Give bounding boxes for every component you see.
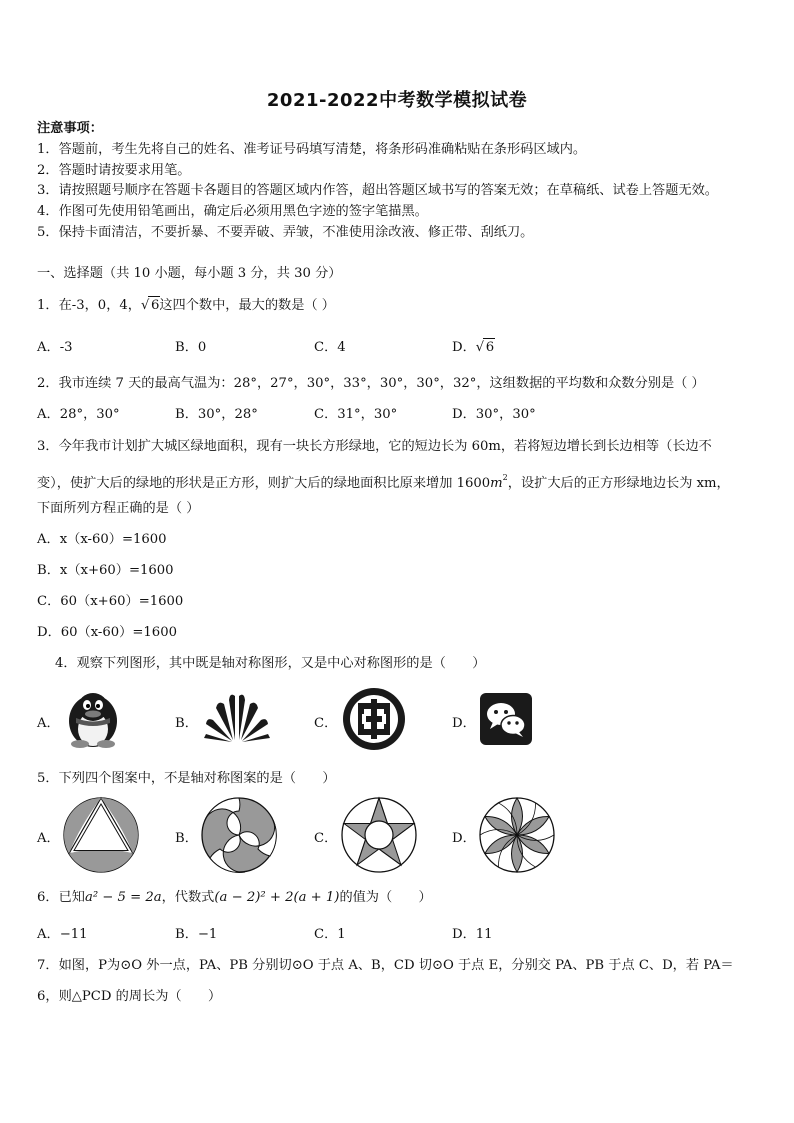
question-7-line-1: 7．如图，P为⊙O 外一点，PA、PB 分别切⊙O 于点 A、B，CD 切⊙O 于点 E，分别交 PA、PB 于点 C、D，若 PA＝ <box>37 958 734 973</box>
q6-stem-c: 的值为（ ） <box>339 890 432 905</box>
q4-option-d: D． <box>452 716 476 731</box>
q1-option-d-sqrt: √ 6 <box>475 340 495 355</box>
question-7-line-2: 6，则△PCD 的周长为（ ） <box>37 989 222 1004</box>
circle-with-six-petal-flower-icon <box>478 796 556 874</box>
q3-option-a: A．x（x-60）=1600 <box>37 532 167 547</box>
q5-option-d: D． <box>452 831 476 846</box>
q1-sqrt-value: 6 <box>150 298 160 313</box>
q1-option-a: A．-3 <box>37 340 73 355</box>
q1-stem-a: 1．在-3，0，4， <box>37 298 141 313</box>
q3-line2-b: ，设扩大后的正方形绿地边长为 xm， <box>507 476 730 491</box>
question-6 <box>37 889 432 906</box>
q1-sqrt: √ 6 <box>140 298 160 313</box>
q6-condition: a² − 5 = 2a <box>84 890 162 905</box>
q1-stem-b: 这四个数中，最大的数是（ ） <box>159 298 335 313</box>
q1-option-d-label: D． <box>452 340 476 355</box>
page-title: 2021-2022中考数学模拟试卷 <box>266 90 528 111</box>
q3-option-b: B．x（x+60）=1600 <box>37 563 174 578</box>
q3-option-c: C．60（x+60）=1600 <box>37 594 184 609</box>
q3-unit: m <box>490 476 503 491</box>
question-2: 2．我市连续 7 天的最高气温为：28°，27°，30°，33°，30°，30°，32°，这组数据的平均数和众数分别是（ ） <box>37 376 705 391</box>
q6-stem-a: 6．已知 <box>37 890 85 905</box>
icbc-logo-icon <box>340 685 408 753</box>
note-item-4: 4．作图可先使用铅笔画出，确定后必须用黑色字迹的签字笔描黑。 <box>37 204 428 219</box>
q6-expression: (a − 2)² + 2(a + 1) <box>214 890 340 905</box>
question-3-line-1: 3．今年我市计划扩大城区绿地面积，现有一块长方形绿地，它的短边长为 60m，若将短边增长到长边相等（长边不 <box>37 439 712 454</box>
huawei-logo-icon <box>202 690 272 744</box>
q2-option-c: C．31°，30° <box>314 407 398 422</box>
q5-option-b: B． <box>175 831 198 846</box>
q1-option-d-sqrt-value: 6 <box>485 340 495 355</box>
circle-with-triangle-icon <box>62 796 140 874</box>
q4-option-b: B． <box>175 716 198 731</box>
q3-unit-sup: 2 <box>502 473 508 482</box>
q3-option-d: D．60（x-60）=1600 <box>37 625 177 640</box>
question-5: 5．下列四个图案中，不是轴对称图案的是（ ） <box>37 771 336 786</box>
note-item-2: 2．答题时请按要求用笔。 <box>37 163 191 178</box>
q2-option-d: D．30°，30° <box>452 407 536 422</box>
q2-option-b: B．30°，28° <box>175 407 258 422</box>
section-heading: 一、选择题（共 10 小题，每小题 3 分，共 30 分） <box>37 266 342 281</box>
q5-option-c: C． <box>314 831 338 846</box>
circle-with-three-curved-blades-icon <box>200 796 278 874</box>
q4-option-a: A． <box>37 716 60 731</box>
q6-option-d: D．11 <box>452 927 493 942</box>
question-1 <box>37 297 335 314</box>
q6-option-a: A．−11 <box>37 927 88 942</box>
q1-option-d <box>452 339 494 356</box>
note-item-5: 5．保持卡面清洁，不要折暴、不要弄破、弄皱，不准使用涂改液、修正带、刮纸刀。 <box>37 225 534 240</box>
question-3-line-3: 下面所列方程正确的是（ ） <box>37 501 200 516</box>
wechat-logo-icon <box>479 692 533 746</box>
q5-option-a: A． <box>37 831 60 846</box>
notes-heading: 注意事项： <box>37 121 103 136</box>
q3-line2-a: 变），使扩大后的绿地的形状是正方形，则扩大后的绿地面积比原来增加 1600 <box>37 476 491 491</box>
q6-stem-b: ，代数式 <box>161 890 215 905</box>
q1-option-c: C．4 <box>314 340 346 355</box>
q6-option-b: B．−1 <box>175 927 218 942</box>
q1-option-b: B．0 <box>175 340 207 355</box>
qq-penguin-logo-icon <box>60 685 126 749</box>
note-item-1: 1．答题前，考生先将自己的姓名、准考证号码填写清楚，将条形码准确粘贴在条形码区域内。 <box>37 142 587 157</box>
question-3-line-2 <box>37 469 730 492</box>
q4-option-c: C． <box>314 716 338 731</box>
note-item-3: 3．请按照题号顺序在答题卡各题目的答题区域内作答，超出答题区域书写的答案无效；在草稿纸、试卷上答题无效。 <box>37 183 718 198</box>
circle-with-star-flower-icon <box>340 796 418 874</box>
question-4: 4．观察下列图形，其中既是轴对称图形，又是中心对称图形的是（ ） <box>55 656 486 671</box>
q6-option-c: C．1 <box>314 927 346 942</box>
q2-option-a: A．28°，30° <box>37 407 120 422</box>
